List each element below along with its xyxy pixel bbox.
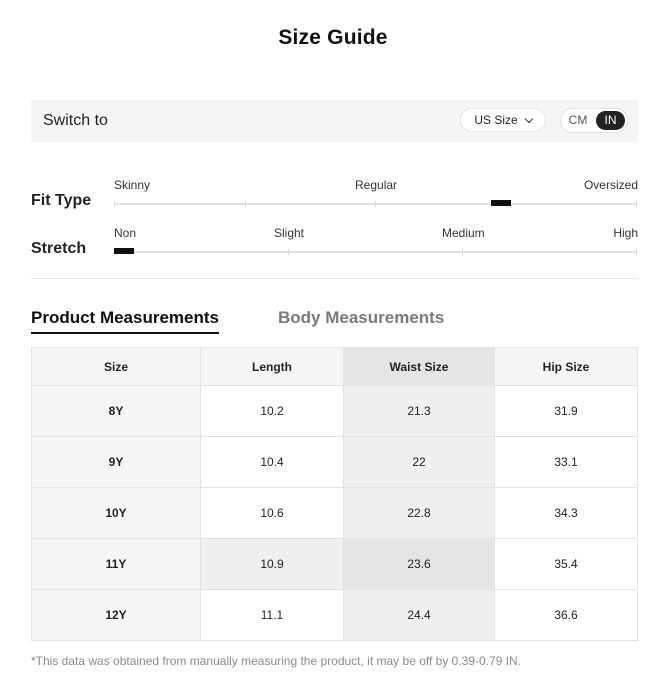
chevron-down-icon — [524, 114, 532, 122]
hip-cell: 34.3 — [495, 488, 638, 539]
size-cell: 8Y — [32, 386, 201, 437]
table-row — [32, 437, 638, 488]
stretch-marker — [114, 248, 134, 254]
table-row — [32, 488, 638, 539]
unit-toggle[interactable] — [560, 108, 628, 133]
tab-product-measurements[interactable]: Product Measurements — [31, 308, 219, 334]
switch-to-label: Switch to — [43, 112, 108, 129]
section-divider — [31, 278, 638, 279]
waist-cell: 23.6 — [344, 539, 495, 590]
header-length: Length — [201, 348, 344, 386]
fit-type-marker — [491, 200, 511, 206]
size-cell: 9Y — [32, 437, 201, 488]
header-hip-size: Hip Size — [495, 348, 638, 386]
fit-tick-skinny: Skinny — [114, 178, 151, 192]
stretch-track-tick — [288, 249, 289, 255]
tab-body-measurements[interactable]: Body Measurements — [278, 308, 445, 327]
size-cell: 12Y — [32, 590, 201, 641]
stretch-tick-medium: Medium — [442, 226, 485, 240]
measurement-disclaimer: *This data was obtained from manually measuring the product, it may be off by 0.39-0.79 IN. — [31, 654, 522, 668]
fit-track-tick — [636, 201, 637, 207]
page-title: Size Guide — [278, 26, 388, 49]
length-cell: 10.4 — [201, 437, 344, 488]
table-row — [32, 590, 638, 641]
hip-cell: 36.6 — [495, 590, 638, 641]
stretch-tick-non: Non — [114, 226, 137, 240]
length-cell: 11.1 — [201, 590, 344, 641]
size-cell: 10Y — [32, 488, 201, 539]
header-waist-size: Waist Size — [344, 348, 495, 386]
unit-switch-bar — [31, 100, 638, 142]
size-cell: 11Y — [32, 539, 201, 590]
fit-tick-oversized: Oversized — [583, 178, 638, 192]
fit-tick-regular: Regular — [355, 178, 398, 192]
length-cell: 10.9 — [201, 539, 344, 590]
table-header-row — [32, 348, 638, 386]
stretch-label: Stretch — [31, 240, 87, 257]
fit-type-track — [114, 203, 637, 205]
unit-cm-option[interactable]: CM — [568, 113, 588, 127]
waist-cell: 21.3 — [344, 386, 495, 437]
stretch-track-tick — [636, 249, 637, 255]
unit-in-option[interactable]: IN — [596, 111, 625, 130]
size-system-dropdown[interactable] — [460, 108, 546, 132]
table-row — [32, 539, 638, 590]
length-cell: 10.6 — [201, 488, 344, 539]
hip-cell: 33.1 — [495, 437, 638, 488]
stretch-track-tick — [462, 249, 463, 255]
fit-track-tick — [245, 201, 246, 207]
waist-cell: 22 — [344, 437, 495, 488]
measurements-table — [31, 347, 638, 641]
size-system-value: US Size — [474, 113, 518, 127]
fit-track-tick — [114, 201, 115, 207]
hip-cell: 31.9 — [495, 386, 638, 437]
hip-cell: 35.4 — [495, 539, 638, 590]
fit-type-label: Fit Type — [31, 192, 92, 209]
waist-cell: 22.8 — [344, 488, 495, 539]
stretch-track — [114, 251, 637, 253]
stretch-tick-slight: Slight — [274, 226, 305, 240]
fit-track-tick — [375, 201, 376, 207]
length-cell: 10.2 — [201, 386, 344, 437]
waist-cell: 24.4 — [344, 590, 495, 641]
stretch-tick-high: High — [613, 226, 638, 240]
header-size: Size — [32, 348, 201, 386]
table-row — [32, 386, 638, 437]
